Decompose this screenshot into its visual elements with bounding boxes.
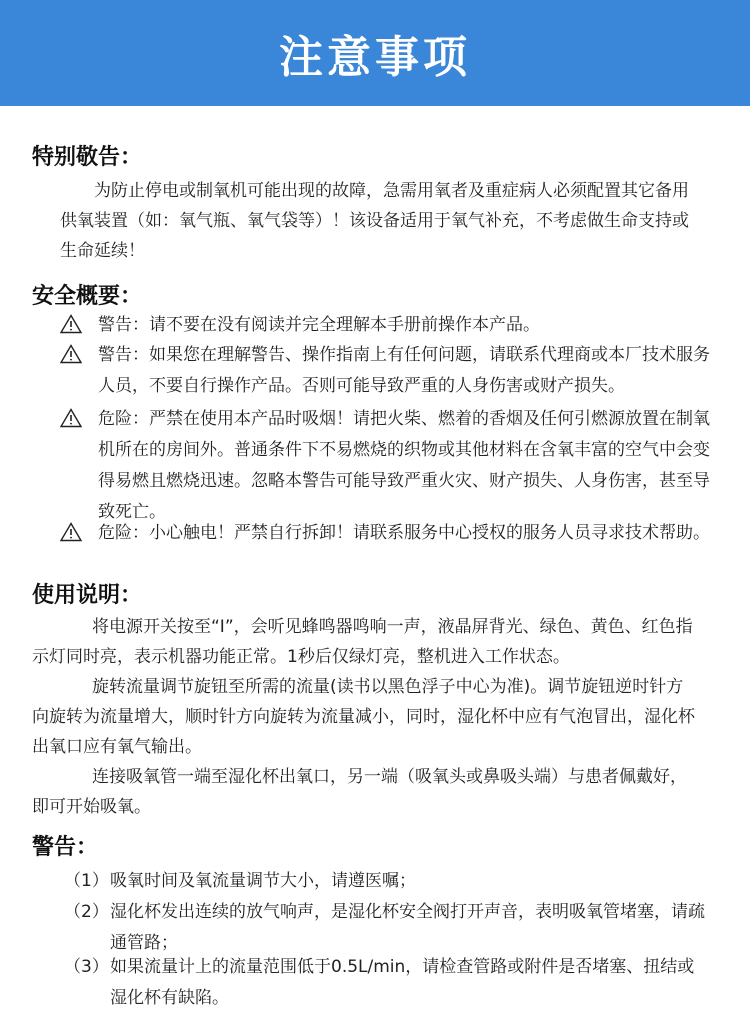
header-banner bbox=[0, 0, 750, 106]
list-item-number: （3） bbox=[64, 957, 109, 977]
safety-item-text: 警告：如果您在理解警告、操作指南上有任何问题，请联系代理商或本厂技术服务人员，不要自行操作产品。否则可能导致严重的人身伤害或财产损失。 bbox=[98, 345, 710, 396]
safety-item-text: 警告：请不要在没有阅读并完全理解本手册前操作本产品。 bbox=[98, 315, 540, 335]
usage-title: 使用说明： bbox=[32, 583, 143, 608]
list-item-number: （2） bbox=[64, 902, 109, 922]
list-item-text: 吸氧时间及氧流量调节大小，请遵医嘱； bbox=[110, 871, 416, 891]
safety-item-text: 危险：严禁在使用本产品时吸烟！请把火柴、燃着的香烟及任何引燃源放置在制氧机所在的房间外。普通条件下不易燃烧的织物或其他材料在含氧丰富的空气中会变得易燃且燃烧迅速。忽略本警告可能导致严重火灾、财产损失、人身伤害，甚至导致死亡。 bbox=[98, 409, 710, 522]
warning-triangle-icon bbox=[60, 522, 82, 542]
special-notice-title: 特别敬告： bbox=[32, 145, 143, 170]
special-notice-text: 为防止停电或制氧机可能出现的故障，急需用氧者及重症病人必须配置其它备用供氧装置（如：氧气瓶、氧气袋等）！该设备适用于氧气补充，不考虑做生命支持或生命延续！ bbox=[60, 181, 689, 261]
usage-paragraph: 连接吸氧管一端至湿化杯出氧口，另一端（吸氧头或鼻吸头端）与患者佩戴好，即可开始吸氧。 bbox=[32, 767, 687, 817]
safety-summary-title: 安全概要： bbox=[32, 284, 143, 309]
warning-title: 警告： bbox=[32, 835, 99, 860]
page-title: 注意事项 bbox=[279, 32, 471, 83]
list-item-text: 如果流量计上的流量范围低于0.5L/min，请检查管路或附件是否堵塞、扭结或湿化杯有缺陷。 bbox=[110, 957, 695, 1008]
list-item-text: 湿化杯发出连续的放气响声，是湿化杯安全阀打开声音，表明吸氧管堵塞，请疏通管路； bbox=[110, 902, 705, 953]
warning-triangle-icon bbox=[60, 408, 82, 428]
usage-paragraph: 旋转流量调节旋钮至所需的流量(读书以黑色浮子中心为准)。调节旋钮逆时针方向旋转为流量增大，顺时针方向旋转为流量减小，同时，湿化杯中应有气泡冒出，湿化杯出氧口应有氧气输出。 bbox=[32, 677, 695, 757]
usage-paragraph: 将电源开关按至“I”，会听见蜂鸣器鸣响一声，液晶屏背光、绿色、黄色、红色指示灯同时亮，表示机器功能正常。1秒后仅绿灯亮，整机进入工作状态。 bbox=[32, 617, 693, 667]
list-item-number: （1） bbox=[64, 871, 109, 891]
warning-triangle-icon bbox=[60, 314, 82, 334]
safety-item-text: 危险：小心触电！严禁自行拆卸！请联系服务中心授权的服务人员寻求技术帮助。 bbox=[98, 523, 710, 543]
warning-triangle-icon bbox=[60, 344, 82, 364]
